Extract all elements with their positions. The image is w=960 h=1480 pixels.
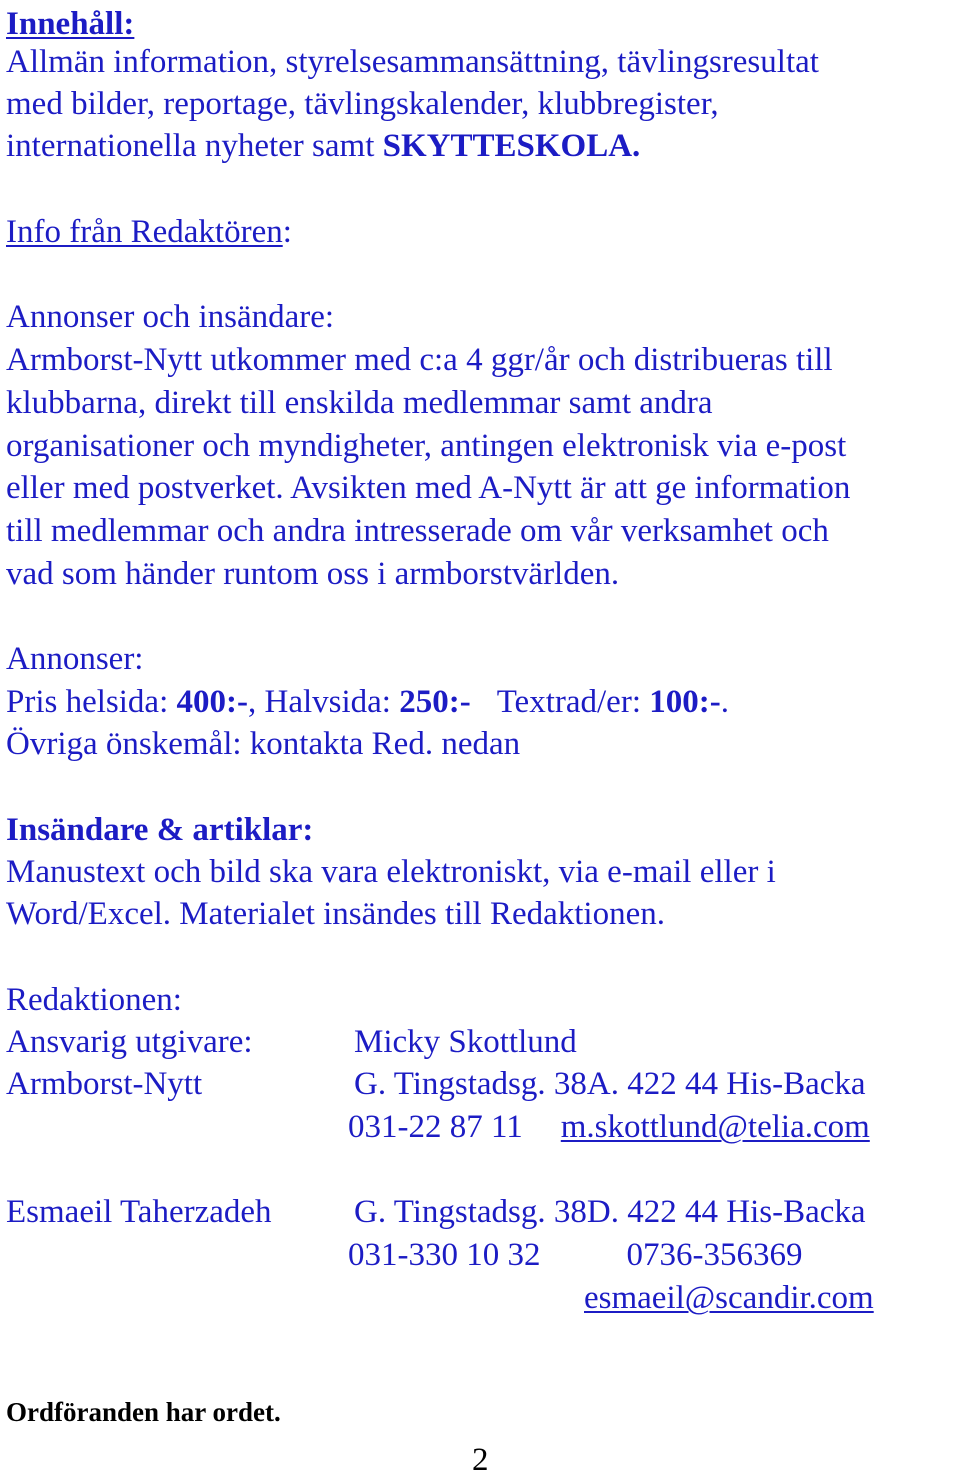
editor-info-heading xyxy=(6,212,292,252)
text-row-label: Textrad/er: xyxy=(496,684,650,720)
ads-submissions-heading: Annonser och insändare: xyxy=(6,299,335,335)
member-mobile: 0736-356369 xyxy=(626,1237,803,1273)
contents-line-1: Allmän information, styrelsesammansättning, tävlingsresultat xyxy=(6,44,819,80)
submissions-line-2: Word/Excel. Materialet insändes till Redaktionen. xyxy=(6,896,665,932)
member-address: G. Tingstadsg. 38D. 422 44 His-Backa xyxy=(354,1194,866,1230)
contents-skytteskola: SKYTTESKOLA. xyxy=(382,128,641,164)
publisher-contact-row xyxy=(348,1107,870,1147)
contents-line-3-text: internationella nyheter samt xyxy=(6,128,383,164)
publisher-name: Micky Skottlund xyxy=(354,1024,577,1060)
member-phones-row xyxy=(348,1235,803,1275)
member-email-row xyxy=(584,1278,874,1318)
full-page-price: 400:- xyxy=(176,684,248,720)
half-page-price: 250:- xyxy=(399,684,471,720)
publication-name: Armborst-Nytt xyxy=(6,1066,203,1102)
ads-submissions-line-1: Armborst-Nytt utkommer med c:a 4 ggr/år och distribueras till xyxy=(6,342,833,378)
half-page-label: , Halvsida: xyxy=(247,684,400,720)
ads-heading: Annonser: xyxy=(6,641,144,677)
publisher-address: G. Tingstadsg. 38A. 422 44 His-Backa xyxy=(354,1066,866,1102)
page-number: 2 xyxy=(472,1442,489,1478)
editor-info-heading-text: Info från Redaktören xyxy=(6,214,283,250)
member-email-link[interactable]: esmaeil@scandir.com xyxy=(584,1280,874,1316)
contents-line-3 xyxy=(6,126,640,166)
publication-row xyxy=(6,1064,866,1104)
publisher-label: Ansvarig utgivare: xyxy=(6,1024,253,1060)
ads-submissions-line-6: vad som händer runtom oss i armborstvärlden. xyxy=(6,556,620,592)
text-row-price: 100:- xyxy=(649,684,721,720)
ads-other: Övriga önskemål: kontakta Red. nedan xyxy=(6,726,521,762)
full-page-label: Pris helsida: xyxy=(6,684,177,720)
member-phone: 031-330 10 32 xyxy=(348,1237,541,1273)
contents-heading: Innehåll: xyxy=(6,6,135,42)
member-row xyxy=(6,1192,866,1232)
ads-submissions-line-3: organisationer och myndigheter, antingen elektronisk via e-post xyxy=(6,428,847,464)
ads-submissions-line-5: till medlemmar och andra intresserade om vår verksamhet och xyxy=(6,513,829,549)
ads-submissions-line-2: klubbarna, direkt till enskilda medlemmar samt andra xyxy=(6,385,713,421)
contents-line-2: med bilder, reportage, tävlingskalender, klubbregister, xyxy=(6,86,719,122)
publisher-email-link[interactable]: m.skottlund@telia.com xyxy=(560,1109,870,1145)
ads-prices xyxy=(6,682,729,722)
ads-submissions-line-4: eller med postverket. Avsikten med A-Nytt är att ge information xyxy=(6,470,851,506)
publisher-phone: 031-22 87 11 xyxy=(348,1109,523,1145)
editorial-heading: Redaktionen: xyxy=(6,982,182,1018)
submissions-heading: Insändare & artiklar: xyxy=(6,812,314,848)
submissions-line-1: Manustext och bild ska vara elektroniskt, via e-mail eller i xyxy=(6,854,776,890)
member-name: Esmaeil Taherzadeh xyxy=(6,1194,272,1230)
chair-heading: Ordföranden har ordet. xyxy=(6,1397,281,1427)
editor-info-colon: : xyxy=(282,214,292,250)
text-row-end: . xyxy=(720,684,729,720)
publisher-row xyxy=(6,1022,577,1062)
